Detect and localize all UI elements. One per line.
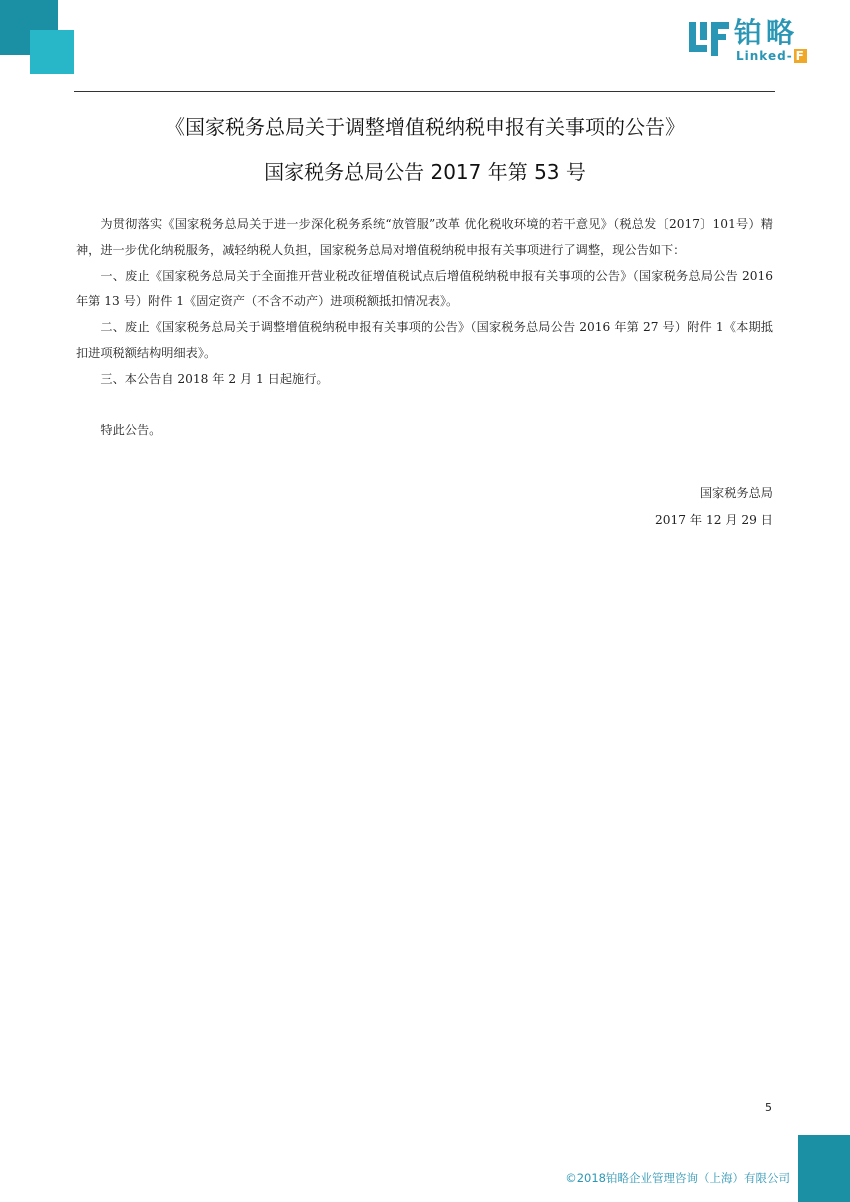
paragraph-item-1: 一、废止《国家税务总局关于全面推开营业税改征增值税试点后增值税纳税申报有关事项的公告》（国家税务总局公告 2016 年第 13 号）附件 1《固定资产（不含不动产）进项税额抵扣情况表》。 bbox=[76, 268, 773, 309]
logo-name: 铂略 bbox=[734, 16, 799, 49]
logo-subtitle bbox=[736, 49, 807, 63]
header-divider bbox=[74, 91, 775, 92]
closing-statement: 特此公告。 bbox=[100, 423, 162, 438]
issue-date: 2017 年 12 月 29 日 bbox=[655, 513, 773, 527]
page-number: 5 bbox=[765, 1101, 772, 1114]
footer-decoration bbox=[798, 1135, 850, 1202]
document-body bbox=[76, 212, 773, 444]
logo-mark-icon bbox=[688, 20, 730, 58]
paragraph-item-3: 三、本公告自 2018 年 2 月 1 日起施行。 bbox=[100, 371, 329, 386]
document-title: 《国家税务总局关于调整增值税纳税申报有关事项的公告》 bbox=[165, 115, 685, 139]
paragraph-intro: 为贯彻落实《国家税务总局关于进一步深化税务系统“放管服”改革 优化税收环境的若干意见》（税总发〔2017〕101号）精神，进一步优化纳税服务，减轻纳税人负担，国家税务总局对增值税纳税申报有关事项进行了调整，现公告如下： bbox=[76, 217, 773, 257]
company-logo bbox=[688, 18, 818, 63]
corner-decoration-light bbox=[30, 30, 74, 74]
footer-copyright: ©2018铂略企业管理咨询（上海）有限公司 bbox=[565, 1171, 790, 1185]
logo-sub-text: Linked- bbox=[736, 49, 793, 63]
issuer-signature: 国家税务总局 bbox=[699, 486, 773, 500]
document-subtitle: 国家税务总局公告 2017 年第 53 号 bbox=[264, 160, 586, 184]
paragraph-item-2: 二、废止《国家税务总局关于调整增值税纳税申报有关事项的公告》（国家税务总局公告 2016 年第 27 号）附件 1《本期抵扣进项税额结构明细表》。 bbox=[76, 320, 773, 360]
logo-sub-accent: F bbox=[795, 49, 805, 63]
